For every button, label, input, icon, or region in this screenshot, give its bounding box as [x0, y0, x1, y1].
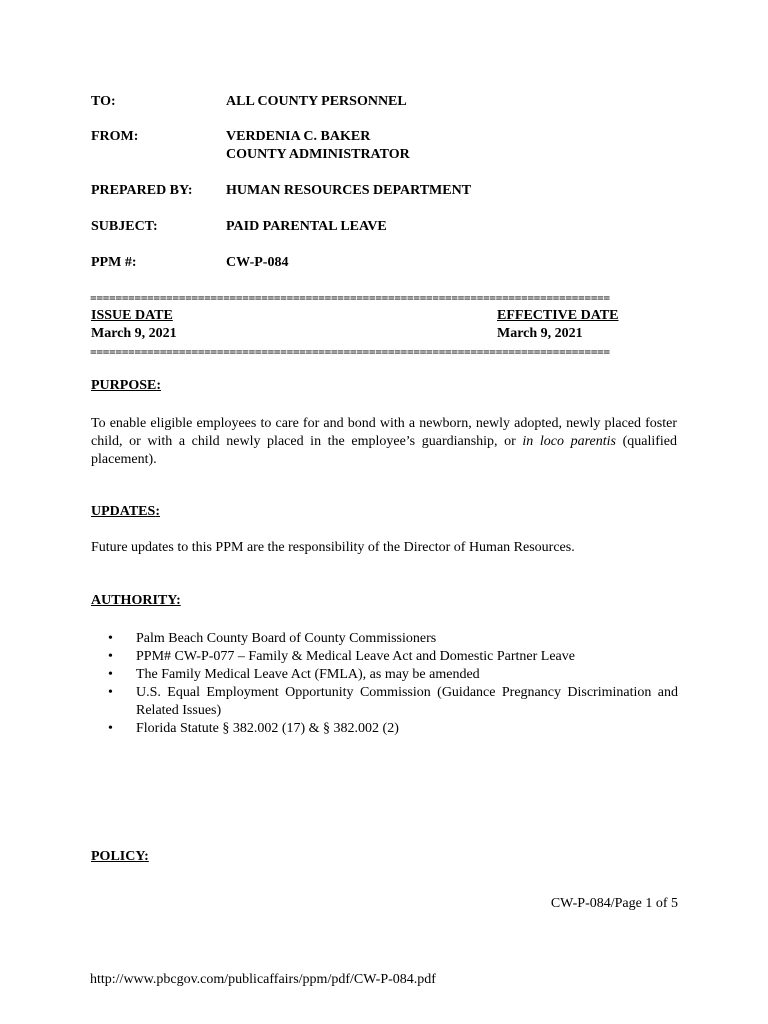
bullet-icon: •: [108, 667, 113, 682]
authority-item: [108, 666, 678, 684]
separator-bottom: ==================================================================================: [90, 345, 610, 359]
page-number: CW-P-084/Page 1 of 5: [550, 896, 678, 911]
policy-heading: [91, 849, 149, 865]
policy-heading-colon: :: [144, 849, 149, 864]
authority-item: [108, 630, 678, 648]
effective-date-label: EFFECTIVE DATE: [497, 308, 619, 323]
authority-heading: [91, 593, 181, 609]
from-value: [226, 128, 410, 164]
issue-date-block: [91, 307, 177, 343]
authority-item-text: Florida Statute § 382.002 (17) & § 382.002 (2): [136, 721, 399, 736]
subject-value: PAID PARENTAL LEAVE: [226, 219, 387, 234]
updates-text: Future updates to this PPM are the responsibility of the Director of Human Resources.: [91, 540, 575, 555]
authority-list: [108, 630, 678, 738]
issue-date-value: March 9, 2021: [91, 326, 177, 341]
document-url[interactable]: http://www.pbcgov.com/publicaffairs/ppm/pdf/CW-P-084.pdf: [90, 972, 436, 987]
prepared-by-value: HUMAN RESOURCES DEPARTMENT: [226, 183, 472, 198]
purpose-text-end: (qualified placement).: [91, 434, 677, 467]
ppm-number-label: PPM #:: [91, 255, 137, 270]
authority-item: [108, 648, 678, 666]
authority-heading-colon: :: [176, 593, 181, 608]
bullet-icon: •: [108, 649, 113, 664]
authority-item-text: The Family Medical Leave Act (FMLA), as may be amended: [136, 667, 480, 682]
authority-item-text: U.S. Equal Employment Opportunity Commission (Guidance Pregnancy Discrimination and Related Issues): [136, 685, 678, 718]
policy-heading-text: POLICY: [91, 849, 145, 864]
updates-heading-colon: :: [155, 504, 160, 519]
issue-date-label: ISSUE DATE: [91, 308, 173, 323]
authority-item-text: PPM# CW-P-077 – Family & Medical Leave Act and Domestic Partner Leave: [136, 649, 575, 664]
bullet-icon: •: [108, 721, 113, 736]
purpose-text-latin: in loco parentis: [522, 434, 616, 449]
to-label: TO:: [91, 94, 116, 109]
purpose-heading-text: PURPOSE: [91, 378, 157, 393]
to-value: ALL COUNTY PERSONNEL: [226, 94, 407, 109]
updates-heading: [91, 504, 160, 520]
subject-label: SUBJECT:: [91, 219, 158, 234]
purpose-heading-colon: :: [156, 378, 162, 393]
from-label: FROM:: [91, 129, 139, 144]
from-title: COUNTY ADMINISTRATOR: [226, 147, 410, 162]
separator-top: ==================================================================================: [90, 291, 610, 305]
purpose-heading: [91, 378, 161, 394]
authority-item: [108, 684, 678, 720]
effective-date-block: [497, 307, 618, 343]
prepared-by-label: PREPARED BY:: [91, 183, 193, 198]
effective-date-value: March 9, 2021: [497, 326, 583, 341]
ppm-number-value: CW-P-084: [226, 255, 289, 270]
authority-item: [108, 720, 678, 738]
updates-heading-text: UPDATES: [91, 504, 156, 519]
authority-item-text: Palm Beach County Board of County Commissioners: [136, 631, 437, 646]
authority-heading-text: AUTHORITY: [91, 593, 177, 608]
from-name: VERDENIA C. BAKER: [226, 129, 371, 144]
bullet-icon: •: [108, 631, 113, 646]
purpose-text: [91, 415, 677, 469]
bullet-icon: •: [108, 685, 113, 700]
purpose-text-main: To enable eligible employees to care for and bond with a newborn, newly adopted, newly placed foster child, or with a child newly placed in the employee’s guardianship, or: [91, 416, 677, 449]
